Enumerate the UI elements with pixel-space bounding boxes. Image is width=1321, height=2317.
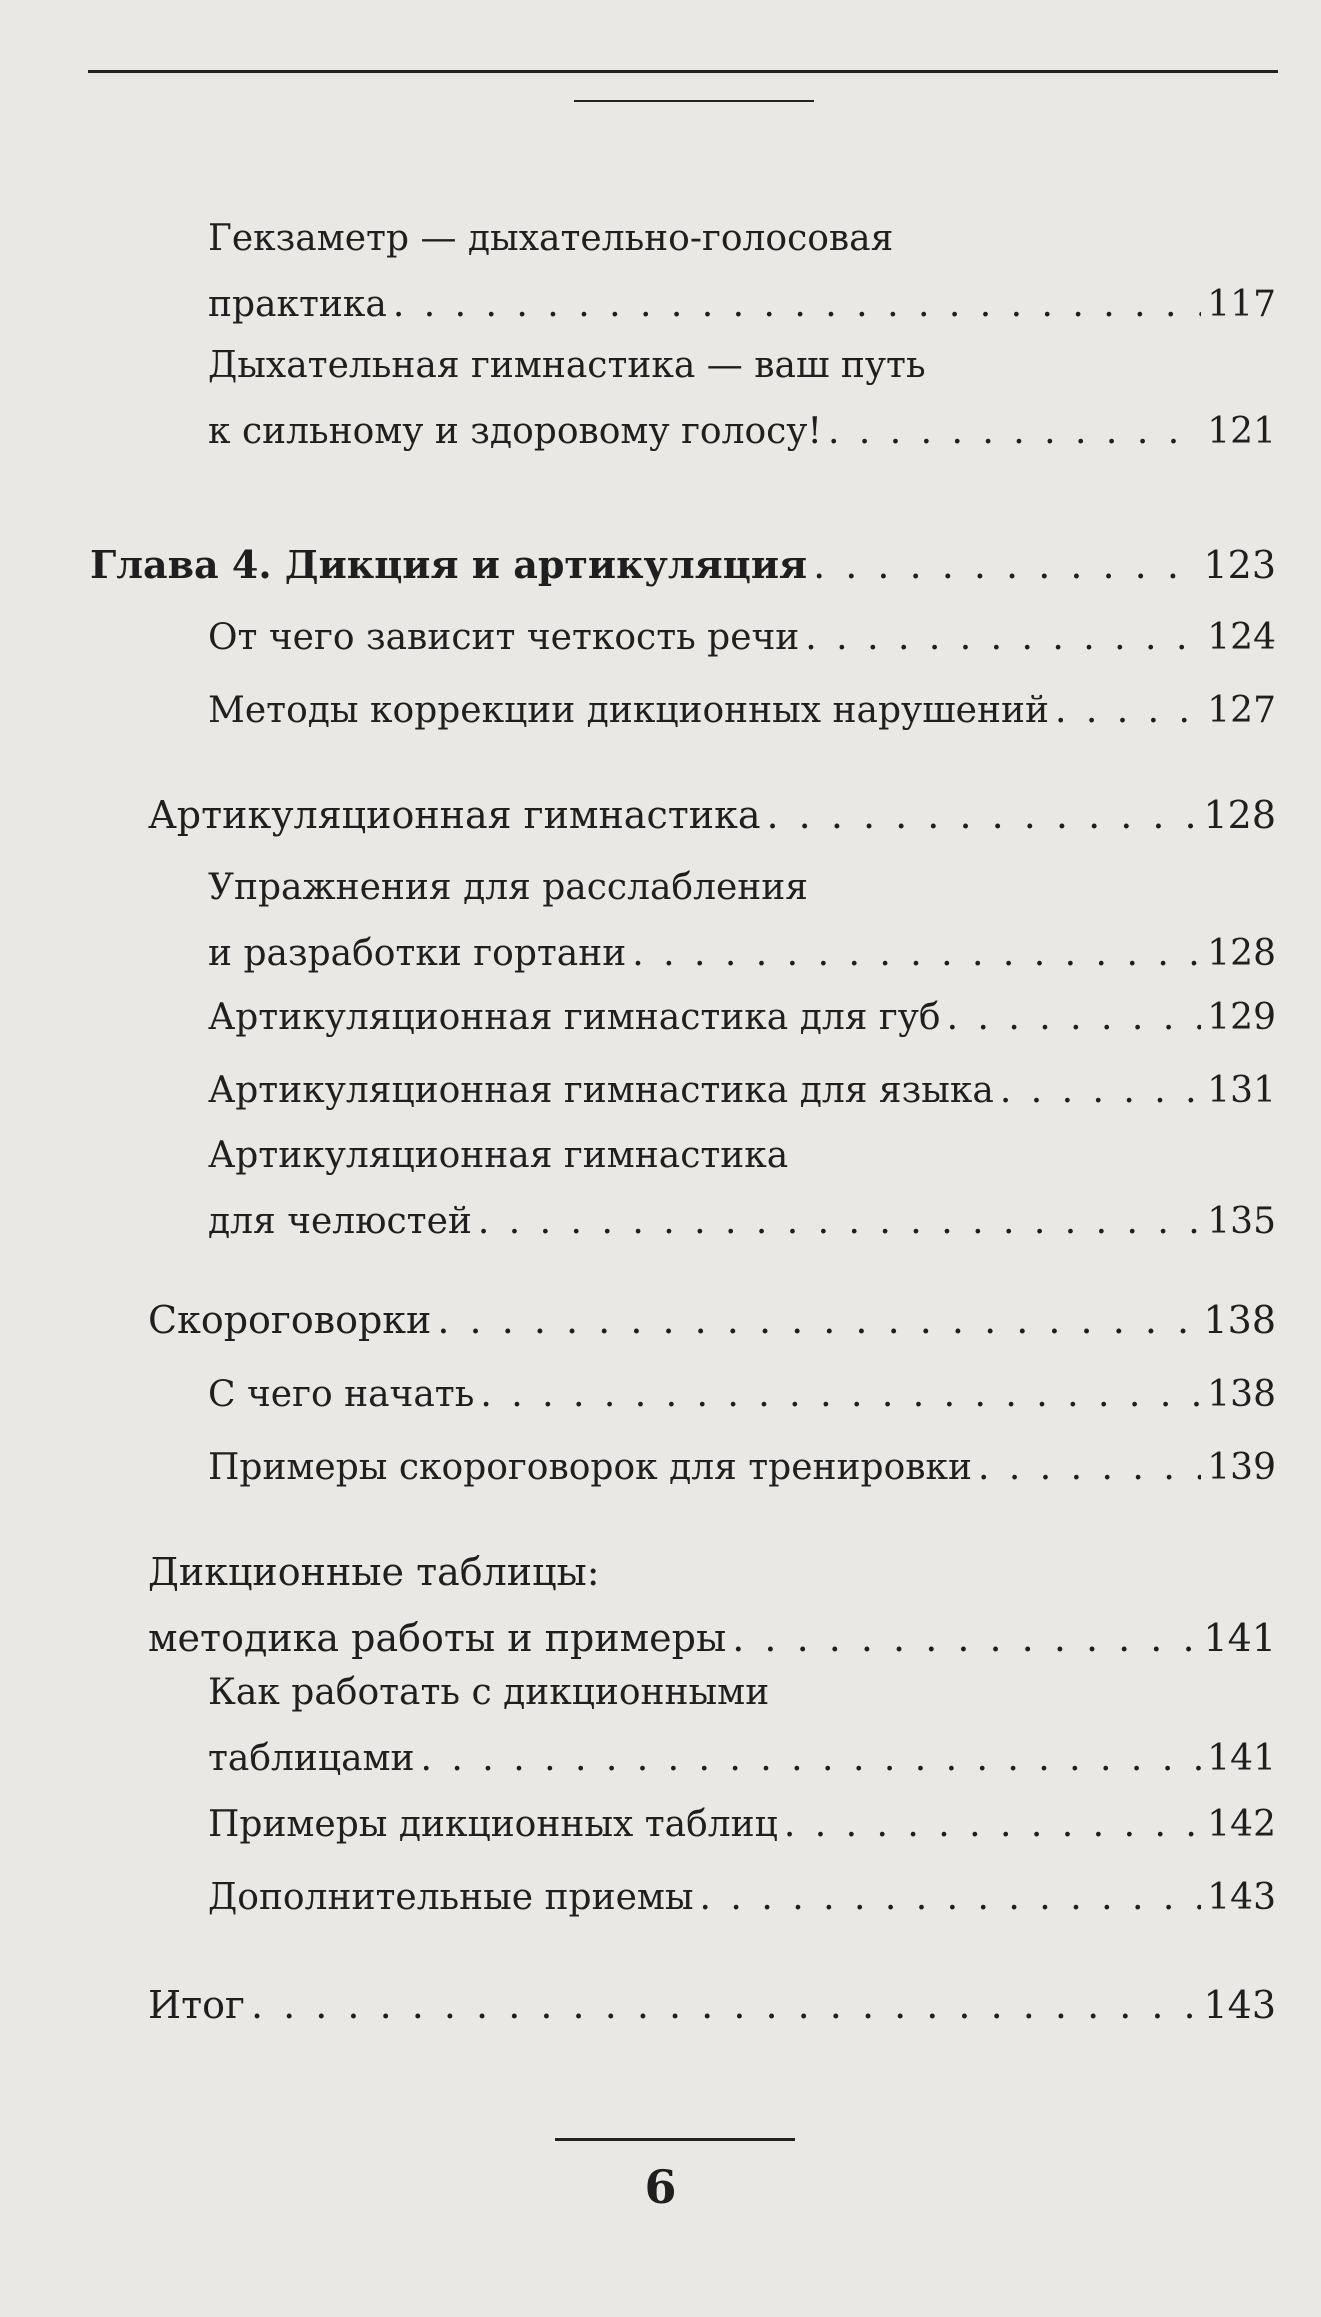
toc-entry-title: С чего начать — [208, 1374, 475, 1415]
toc-entry-page: 128 — [1203, 793, 1276, 837]
toc-entry-page: 135 — [1207, 1201, 1276, 1242]
toc-entry-page: 117 — [1207, 284, 1276, 325]
toc-entry — [208, 1435, 1276, 1501]
toc-entry — [208, 333, 1276, 465]
toc-entry-title-line1: Артикуляционная гимнастика — [208, 1135, 789, 1176]
toc-entry-page: 131 — [1207, 1070, 1276, 1111]
toc-entry-title-line2: таблицами — [208, 1738, 415, 1779]
toc-section-title: Скороговорки — [148, 1298, 432, 1342]
toc-leader-dots — [478, 1189, 1201, 1255]
toc-chapter-title: Глава 4. Дикция и артикуляция — [90, 542, 808, 587]
toc-entry-page: 138 — [1207, 1374, 1276, 1415]
toc-entry-page: 124 — [1207, 617, 1276, 658]
toc-entry — [208, 1362, 1276, 1428]
toc-entry — [208, 855, 1276, 987]
toc-entry-title-line1: Гекзаметр — дыхательно-голосовая — [208, 218, 894, 259]
toc-leader-dots — [1000, 1058, 1201, 1124]
toc-entry-title: Артикуляционная гимнастика для губ — [208, 997, 941, 1038]
toc-entry-title-line1: Дыхательная гимнастика — ваш путь — [208, 345, 926, 386]
footer-rule — [555, 2138, 795, 2141]
toc-leader-dots — [784, 1792, 1201, 1858]
toc-entry-title-line2: для челюстей — [208, 1201, 472, 1242]
toc-entry-title: Примеры скороговорок для тренировки — [208, 1447, 972, 1488]
toc-entry — [208, 206, 1276, 338]
toc-entry — [208, 1123, 1276, 1255]
toc-entry-page: 141 — [1203, 1616, 1276, 1660]
toc-entry-page: 142 — [1207, 1804, 1276, 1845]
toc-chapter-entry — [90, 532, 1276, 598]
toc-entry-page: 129 — [1207, 997, 1276, 1038]
toc-section-entry — [148, 1539, 1276, 1671]
toc-entry-page: 138 — [1203, 1298, 1276, 1342]
toc-entry-title: Артикуляционная гимнастика для языка — [208, 1070, 994, 1111]
toc-entry-title-line2: к сильному и здоровому голосу! — [208, 411, 822, 452]
toc-section-entry — [148, 782, 1276, 848]
toc-entry — [208, 1792, 1276, 1858]
toc-entry — [208, 1058, 1276, 1124]
toc-entry-title-line2: практика — [208, 284, 387, 325]
toc-leader-dots — [828, 399, 1201, 465]
toc-entry-page: 139 — [1207, 1447, 1276, 1488]
toc-leader-dots — [632, 921, 1201, 987]
toc-entry-page: 123 — [1203, 543, 1276, 587]
toc-leader-dots — [1055, 678, 1201, 744]
toc-entry-page: 127 — [1207, 690, 1276, 731]
toc-leader-dots — [437, 1287, 1197, 1353]
toc-leader-dots — [393, 272, 1201, 338]
toc-section-title-line2: методика работы и примеры — [148, 1616, 727, 1660]
page-number: 6 — [644, 2160, 677, 2214]
toc-entry-title: Примеры дикционных таблиц — [208, 1804, 778, 1845]
toc-leader-dots — [421, 1726, 1202, 1792]
toc-entry-title-line1: Как работать с дикционными — [208, 1672, 770, 1713]
toc-leader-dots — [480, 1362, 1201, 1428]
toc-entry-page: 141 — [1207, 1738, 1276, 1779]
toc-entry-title: Методы коррекции дикционных нарушений — [208, 690, 1049, 731]
toc-entry — [208, 1865, 1276, 1931]
toc-entry — [208, 605, 1276, 671]
toc-leader-dots — [813, 532, 1197, 598]
toc-leader-dots — [978, 1435, 1201, 1501]
toc-leader-dots — [767, 782, 1198, 848]
toc-leader-dots — [700, 1865, 1202, 1931]
toc-entry — [208, 678, 1276, 744]
toc-leader-dots — [947, 985, 1202, 1051]
toc-section-title-line1: Дикционные таблицы: — [148, 1550, 600, 1594]
toc-section-entry — [148, 1287, 1276, 1353]
toc-entry-title-line2: и разработки гортани — [208, 933, 627, 974]
toc-entry-title: От чего зависит четкость речи — [208, 617, 800, 658]
toc-entry-page: 121 — [1207, 411, 1276, 452]
toc-entry — [208, 1660, 1276, 1792]
toc-entry-title-line1: Упражнения для расслабления — [208, 867, 808, 908]
toc-section-title: Итог — [148, 1983, 245, 2027]
toc-entry-page: 143 — [1203, 1983, 1276, 2027]
toc-entry — [208, 985, 1276, 1051]
toc-entry-title: Дополнительные приемы — [208, 1877, 694, 1918]
toc-entry-page: 128 — [1207, 933, 1276, 974]
toc-leader-dots — [251, 1972, 1198, 2038]
toc-section-title: Артикуляционная гимнастика — [148, 793, 761, 837]
toc-entry-page: 143 — [1207, 1877, 1276, 1918]
toc-leader-dots — [805, 605, 1201, 671]
toc-section-entry — [148, 1972, 1276, 2038]
